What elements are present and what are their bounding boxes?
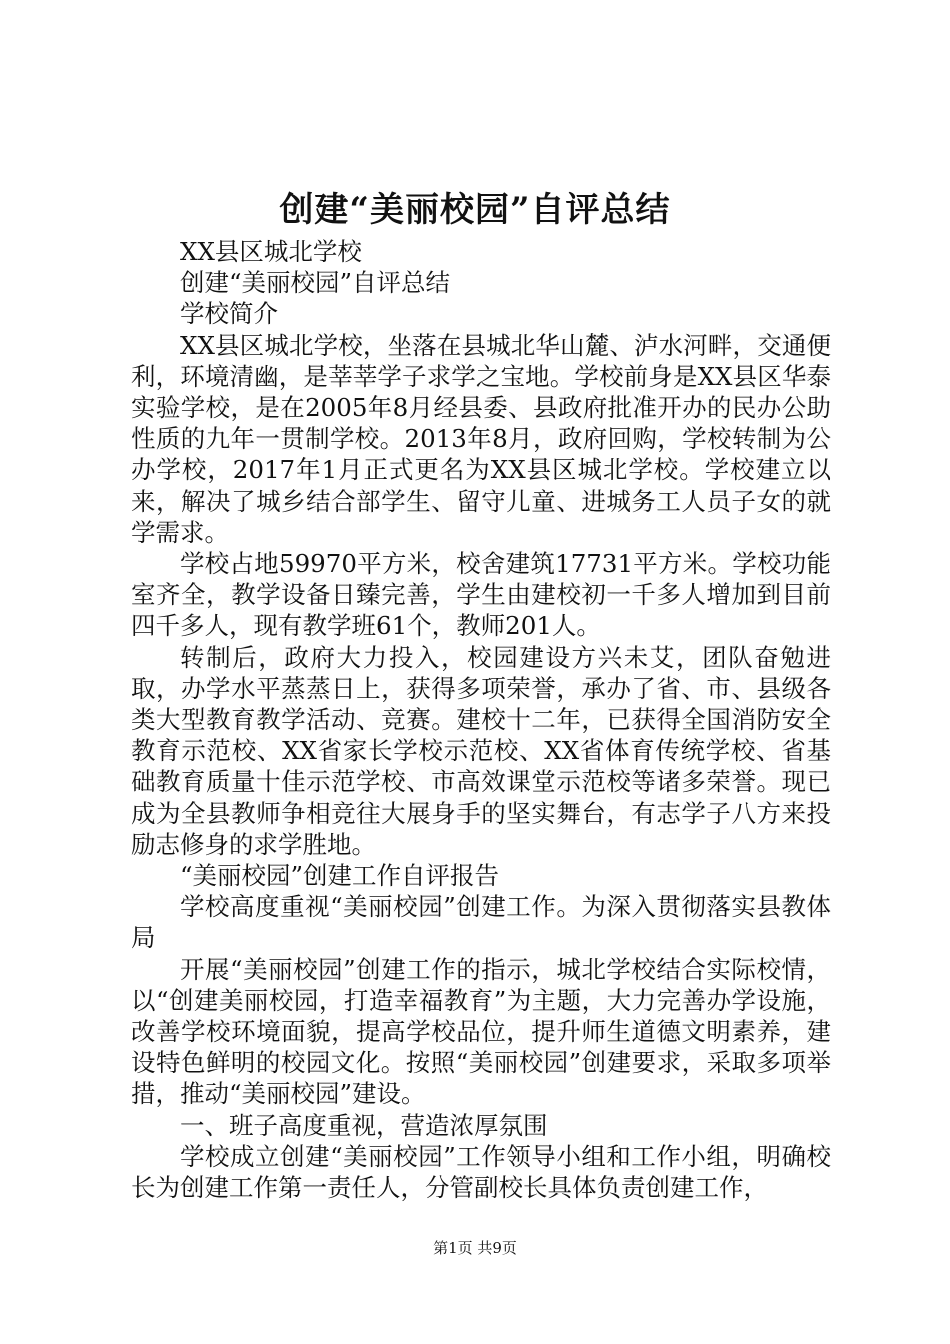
- document-body: [131, 236, 831, 1203]
- section-heading-leadership: 一、班子高度重视，营造浓厚氛围: [180, 1110, 548, 1140]
- subtitle-line: 创建“美丽校园”自评总结: [180, 268, 451, 298]
- paragraph-leadership: 学校成立创建“美丽校园”工作领导小组和工作小组，明确校长为创建工作第一责任人，分管副校长具体负责创建工作，: [131, 1141, 831, 1203]
- paragraph-report-body: 开展“美丽校园”创建工作的指示，城北学校结合实际校情，以“创建美丽校园，打造幸福教育”为主题，大力完善办学设施，改善学校环境面貌，提高学校品位，提升师生道德文明素养，建设特色鲜明的校园文化。按照“美丽校园”创建要求，采取多项举措，推动“美丽校园”建设。: [131, 954, 831, 1109]
- document-title: 创建“美丽校园”自评总结: [279, 190, 671, 230]
- school-name-line: XX县区城北学校: [180, 237, 362, 266]
- page-number-footer: 第1页 共9页: [433, 1239, 517, 1257]
- paragraph-report-start: 学校高度重视“美丽校园”创建工作。为深入贯彻落实县教体局: [131, 892, 831, 953]
- paragraph-honors: 转制后，政府大力投入，校园建设方兴未艾，团队奋勉进取，办学水平蒸蒸日上，获得多项荣誉，承办了省、市、县级各类大型教育教学活动、竞赛。建校十二年，已获得全国消防安全教育示范校、XX省家长学校示范校、XX省体育传统学校、省基础教育质量十佳示范学校、市高效课堂示范校等诸多荣誉。现已成为全县教师争相竞往大展身手的坚实舞台，有志学子八方来投励志修身的求学胜地。: [131, 642, 831, 859]
- section-heading-report: “美丽校园”创建工作自评报告: [180, 861, 500, 891]
- paragraph-intro: XX县区城北学校，坐落在县城北华山麓、泸水河畔，交通便利，环境清幽，是莘莘学子求学之宝地。学校前身是XX县区华泰实验学校，是在2005年8月经县委、县政府批准开办的民办公助性质的九年一贯制学校。2013年8月，政府回购，学校转制为公办学校，2017年1月正式更名为XX县区城北学校。学校建立以来，解决了城乡结合部学生、留守儿童、进城务工人员子女的就学需求。: [131, 330, 831, 547]
- section-heading-intro: 学校简介: [180, 299, 278, 329]
- paragraph-facilities: 学校占地59970平方米，校舍建筑17731平方米。学校功能室齐全，教学设备日臻完善，学生由建校初一千多人增加到目前四千多人，现有教学班61个，教师201人。: [131, 549, 831, 641]
